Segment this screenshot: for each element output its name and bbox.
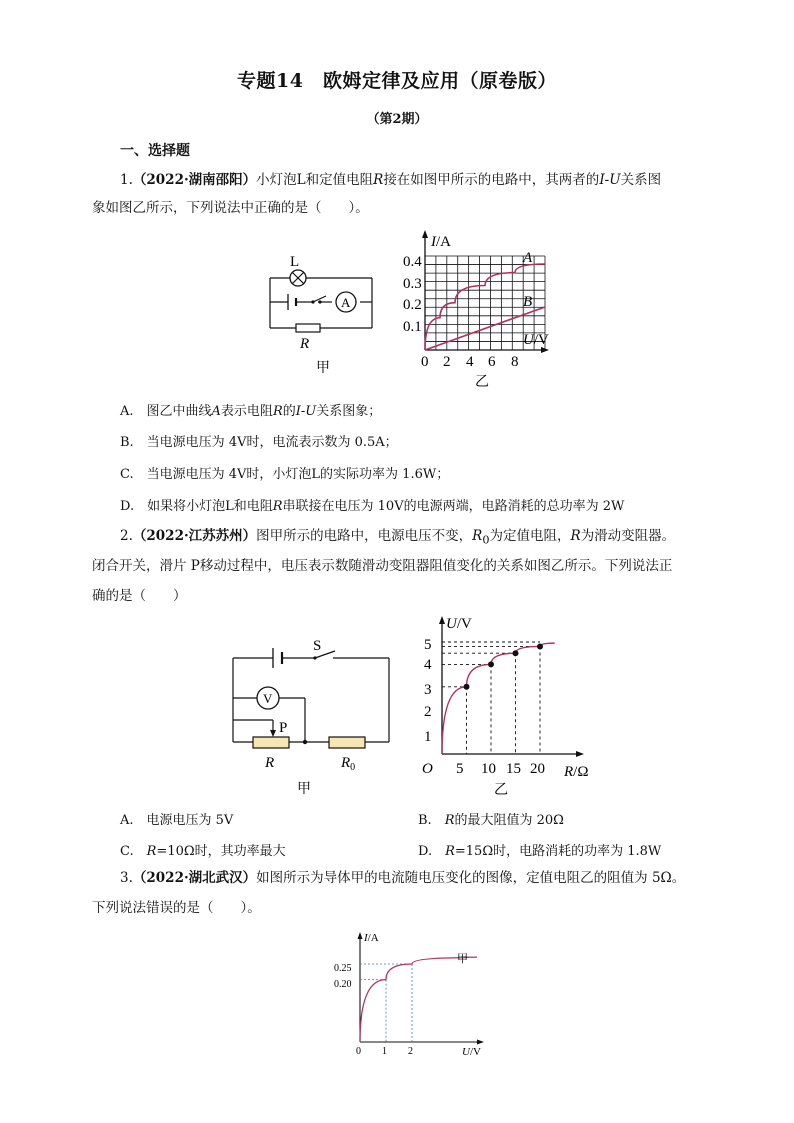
lamp-label: L (290, 254, 300, 270)
q1-xtick: 6 (488, 354, 496, 370)
q2-xtick: 10 (481, 761, 496, 777)
voltmeter-label: V (263, 691, 273, 706)
q2-line2: 闭合开关，滑片 P移动过程中，电压表示数随滑动变阻器阻值变化的关系如图乙所示。下列说法正 (92, 558, 673, 574)
q2-ur-graph (412, 610, 602, 800)
q1-ytick: 0.4 (403, 254, 422, 270)
q2-y-axis-label: U/V (446, 616, 472, 632)
resistor-symbol (296, 324, 320, 332)
q2-option-d: D. R=15Ω时，电路消耗的功率为 1.8W (418, 844, 662, 859)
q2-data-point (537, 643, 543, 649)
battery-symbol (273, 648, 282, 668)
q3-x-axis-label: U/V (462, 1046, 481, 1058)
q3-ytick: 0.20 (334, 979, 352, 990)
q3-y-arrow (358, 932, 363, 939)
q2-option-b: B. R的最大阻值为 20Ω (418, 813, 564, 828)
fixed-resistor-symbol (329, 737, 365, 748)
q1-iu-graph (395, 226, 565, 390)
q1-option-a: A. 图乙中曲线A表示电阻R的I-U关系图象； (120, 404, 382, 419)
q2-ytick: 5 (424, 637, 432, 653)
q3-line2: 下列说法错误的是（ ）。 (92, 900, 261, 916)
slider-label: P (279, 720, 288, 736)
q2-ytick: 2 (424, 704, 432, 720)
q3-x-arrow (477, 1040, 484, 1045)
q2-ytick: 1 (424, 729, 432, 745)
q3-ytick: 0.25 (334, 963, 352, 974)
q1-xtick: 4 (466, 354, 474, 370)
battery-symbol (288, 294, 296, 310)
q3-y-axis-label: I/A (364, 932, 379, 944)
q3-xtick: 1 (382, 1046, 387, 1057)
q2-x-arrow (576, 751, 584, 757)
q1-y-axis-label: I/A (431, 234, 451, 250)
q2-data-point (464, 684, 470, 690)
switch-label: S (313, 638, 322, 654)
q1-x-axis-label: U/V (523, 332, 549, 348)
q1-curve-b-label: B (523, 294, 533, 310)
q2-option-c: C. R=10Ω时，其功率最大 (120, 844, 286, 859)
junction-dot (303, 740, 307, 744)
slider-arrow (270, 730, 276, 737)
q2-x-axis-label: R/Ω (564, 764, 589, 780)
q2-xtick: 15 (506, 761, 521, 777)
q1-ytick: 0.3 (403, 276, 422, 292)
q1-line1: 1.（2022·湖南邵阳）小灯泡L和定值电阻R接在如图甲所示的电路中，其两者的I-U关系图 (120, 172, 662, 188)
q1-graph-caption: 乙 (475, 375, 489, 390)
section-heading: 一、选择题 (120, 143, 190, 159)
q1-xtick: 8 (511, 354, 519, 370)
q2-xtick: 20 (530, 761, 545, 777)
q1-xtick: 0 (421, 354, 429, 370)
page-title: 专题14 欧姆定律及应用（原卷版） (237, 70, 557, 92)
q3-iu-graph (330, 928, 500, 1064)
lamp-symbol (290, 270, 306, 286)
q3-curve-label: 甲 (457, 953, 468, 965)
q3-line1: 3.（2022·湖北武汉）如图所示为导体甲的电流随电压变化的图像，定值电阻乙的阻值为 5Ω。 (120, 870, 686, 886)
q1-ytick: 0.1 (403, 319, 422, 335)
rheostat-label: R (265, 755, 275, 771)
ammeter-label: A (341, 295, 351, 310)
q2-line1: 2.（2022·江苏苏州）图甲所示的电路中，电源电压不变，$R_0$为定值电阻，R为滑动变阻器。 (120, 528, 676, 547)
q2-circuit-caption: 甲 (297, 782, 311, 797)
q2-origin-label: O (422, 761, 433, 777)
q2-graph-caption: 乙 (494, 783, 508, 798)
q3-xtick: 0 (356, 1046, 361, 1057)
q1-option-d: D. 如果将小灯泡L和电阻R串联接在电压为 10V的电源两端，电路消耗的总功率为 2W (120, 499, 625, 514)
q2-ytick: 4 (424, 657, 432, 673)
rheostat-symbol (253, 737, 289, 748)
q1-curve-a-label: A (523, 250, 533, 266)
page-subtitle: （第2期） (366, 112, 428, 127)
q1-circuit-caption: 甲 (316, 361, 330, 376)
q2-data-point (488, 661, 494, 667)
q1-ytick: 0.2 (403, 297, 422, 313)
fixed-resistor-label: $R_0$ (341, 755, 356, 773)
q2-circuit-diagram (225, 636, 395, 801)
q2-ytick: 3 (424, 682, 432, 698)
q2-xtick: 5 (456, 761, 464, 777)
q2-data-point (513, 650, 519, 656)
q2-line3: 确的是（ ） (92, 588, 187, 604)
resistor-label: R (300, 336, 310, 352)
q2-y-arrow (439, 616, 445, 624)
q1-circuit-diagram (260, 250, 390, 380)
q1-option-c: C. 当电源电压为 4V时，小灯泡L的实际功率为 1.6W； (120, 467, 450, 482)
q1-xtick: 2 (443, 354, 451, 370)
q3-curve (360, 957, 477, 1042)
q1-option-b: B. 当电源电压为 4V时，电流表示数为 0.5A； (120, 435, 398, 450)
q1-line2: 象如图乙所示，下列说法中正确的是（ ）。 (92, 200, 369, 216)
q2-curve (442, 643, 555, 754)
q1-y-arrow (422, 230, 428, 238)
q2-option-a: A. 电源电压为 5V (120, 813, 234, 828)
q3-xtick: 2 (408, 1046, 413, 1057)
